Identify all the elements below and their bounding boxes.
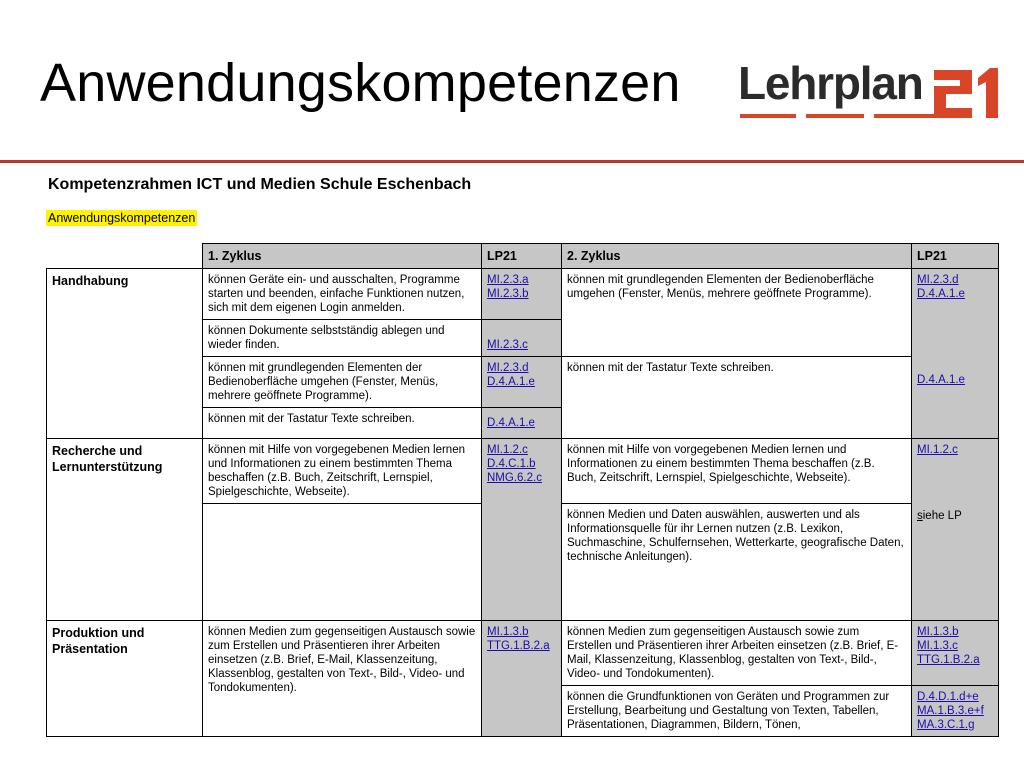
z2-cell: können die Grundfunktionen von Geräten und Programmen zur Erstellung, Bearbeitung und Gestaltung von Texten, Tabellen, Präsentationen, Diagrammen, Bildern, Tönen, — [562, 686, 912, 737]
lp21-cell — [482, 269, 562, 320]
table-header-row — [47, 244, 999, 269]
logo-underline — [740, 114, 934, 118]
lp-link[interactable]: MI.1.2.c — [917, 444, 958, 456]
z2-cell: können mit der Tastatur Texte schreiben. — [562, 357, 912, 439]
lp-link[interactable]: MI.2.3.d — [487, 362, 529, 374]
document-heading: Kompetenzrahmen ICT und Medien Schule Eschenbach — [48, 176, 472, 193]
lp21-cell — [912, 621, 999, 686]
lp-link[interactable]: NMG.6.2.c — [487, 472, 542, 484]
lp-link[interactable]: D.4.C.1.b — [487, 458, 536, 470]
logo-21-mark — [932, 64, 1004, 122]
highlighted-subheading: Anwendungskompetenzen — [48, 211, 196, 225]
lp21-cell — [482, 439, 562, 621]
table-row — [47, 439, 999, 504]
header-zyklus-1: 1. Zyklus — [203, 244, 482, 269]
z2-cell: können mit Hilfe von vorgegebenen Medien lernen und Informationen zu einem bestimmten Thema beschaffen (z.B. Buch, Zeitschrift, Lernspiel, Spielgeschichte, Webseite). — [562, 439, 912, 504]
lp-link[interactable]: MI.1.3.b — [917, 626, 959, 638]
z1-cell: können Medien zum gegenseitigen Austausch sowie zum Erstellen und Präsentieren ihrer Arbeiten einsetzen (z.B. Brief, E-Mail, Klassenzeitung, Klassenblog, gestalten von Text-, Bild-, Video- und Tondokumenten). — [203, 621, 482, 737]
lp21-cell — [912, 439, 999, 621]
lp-link[interactable]: MA.3.C.1.g — [917, 719, 975, 731]
z2-cell: können Medien und Daten auswählen, auswerten und als Informationsquelle für ihr Lernen nutzen (z.B. Lexikon, Suchmaschine, Schulfernsehen, Wetterkarte, geografische Daten, technische Anleitungen). — [562, 504, 912, 621]
z1-cell: können mit Hilfe von vorgegebenen Medien lernen und Informationen zu einem bestimmten Thema beschaffen (z.B. Buch, Zeitschrift, Lernspiel, Spielgeschichte, Webseite). — [203, 439, 482, 504]
lp21-cell — [482, 621, 562, 737]
lp-link[interactable]: D.4.D.1.d+e — [917, 691, 979, 703]
lp-link[interactable]: TTG.1.B.2.a — [917, 654, 980, 666]
lp-link[interactable]: MA.1.B.3.e+f — [917, 705, 984, 717]
title-divider — [0, 160, 1024, 163]
lp-link[interactable]: D.4.A.1.e — [917, 374, 965, 386]
category-produktion — [47, 621, 203, 737]
siehe-lp-text: siehe LP — [917, 510, 962, 522]
header-empty-cell — [47, 244, 203, 269]
lp-link[interactable]: D.4.A.1.e — [487, 417, 535, 429]
category-label: Lernunterstützung — [52, 460, 163, 474]
lp-link[interactable]: MI.1.3.c — [917, 640, 958, 652]
slide-title: Anwendungskompetenzen — [40, 53, 681, 113]
category-label: Produktion und — [52, 626, 145, 640]
z2-cell: können Medien zum gegenseitigen Austausch sowie zum Erstellen und Präsentieren ihrer Arbeiten einsetzen (z.B. Brief, E-Mail, Klassenzeitung, Klassenblog, gestalten von Text-, Bild-, Video- und Tondokumenten). — [562, 621, 912, 686]
lp-link[interactable]: TTG.1.B.2.a — [487, 640, 550, 652]
lp21-cell — [482, 408, 562, 439]
table-row — [47, 621, 999, 686]
header-lp21-1: LP21 — [482, 244, 562, 269]
lp-link[interactable]: D.4.A.1.e — [487, 376, 535, 388]
lp-link[interactable]: MI.1.3.b — [487, 626, 529, 638]
header-lp21-2: LP21 — [912, 244, 999, 269]
category-label: Präsentation — [52, 642, 128, 656]
lp-link[interactable]: MI.1.2.c — [487, 444, 528, 456]
competence-table — [46, 243, 999, 737]
logo-wordmark: Lehrplan — [738, 57, 923, 109]
category-handhabung: Handhabung — [47, 269, 203, 439]
lp-link[interactable]: MI.2.3.d — [917, 274, 959, 286]
lp-link[interactable]: MI.2.3.a — [487, 274, 529, 286]
z1-cell-empty — [203, 504, 482, 621]
z1-cell: können mit der Tastatur Texte schreiben. — [203, 408, 482, 439]
lp21-cell — [482, 320, 562, 357]
lp21-cell — [482, 357, 562, 408]
lp21-cell — [912, 269, 999, 439]
table-row — [47, 269, 999, 320]
z1-cell: können mit grundlegenden Elementen der Bedienoberfläche umgehen (Fenster, Menüs, mehrere geöffnete Programme). — [203, 357, 482, 408]
category-label: Recherche und — [52, 444, 143, 458]
z1-cell: können Geräte ein- und ausschalten, Programme starten und beenden, einfache Funktionen nutzen, sich mit dem eigenen Login anmelden. — [203, 269, 482, 320]
category-recherche — [47, 439, 203, 621]
lp21-cell — [912, 686, 999, 737]
header-zyklus-2: 2. Zyklus — [562, 244, 912, 269]
z2-cell: können mit grundlegenden Elementen der Bedienoberfläche umgehen (Fenster, Menüs, mehrere geöffnete Programme). — [562, 269, 912, 357]
lehrplan21-logo — [738, 57, 1008, 122]
lp-link[interactable]: MI.2.3.b — [487, 288, 529, 300]
z1-cell: können Dokumente selbstständig ablegen und wieder finden. — [203, 320, 482, 357]
lp-link[interactable]: D.4.A.1.e — [917, 288, 965, 300]
lp-link[interactable]: MI.2.3.c — [487, 339, 528, 351]
